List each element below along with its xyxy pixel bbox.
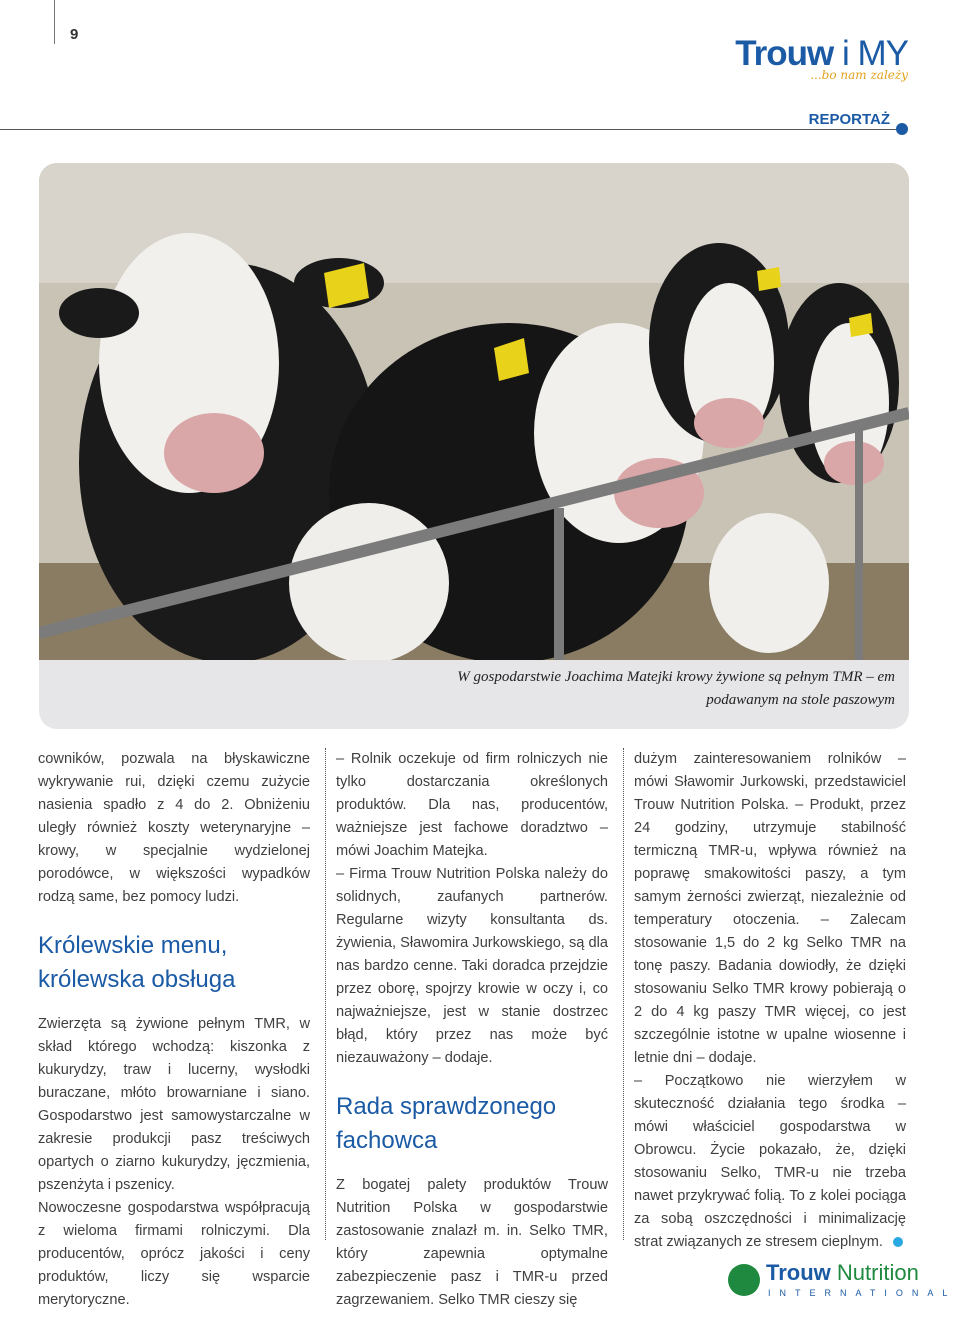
section-label: REPORTAŻ [808, 111, 890, 128]
article-column-2 [336, 748, 608, 1312]
heading1-line-1: Królewskie menu, [38, 932, 228, 959]
caption-line-2: podawanym na stole paszowym [706, 692, 895, 708]
footer-logo-word-2: Nutrition [836, 1260, 919, 1285]
cows-illustration [39, 163, 909, 660]
heading1-line-2: królewska obsługa [38, 966, 236, 993]
article-column-1 [38, 748, 310, 1312]
logo-tagline: ...bo nam zależy [810, 68, 908, 82]
article-column-3 [634, 748, 906, 1254]
col1-paragraph-1: cowników, pozwala na błyskawiczne wykrywanie rui, dzięki czemu zużycie nasienia spadło z 4 do 2. Obniżeniu uległy również koszty weterynaryjne – krowy, w specjalnie wydzielonej porodówce, w większości wypadków rodzą same, bez pomocy ludzi. [38, 751, 310, 905]
logo-brand: Trouw [735, 34, 842, 73]
end-of-article-dot [893, 1237, 903, 1247]
heading2-line-1: Rada sprawdzonego [336, 1093, 557, 1120]
col3-paragraph-1: dużym zainteresowaniem rolników – mówi Sławomir Jurkowski, przedstawiciel Trouw Nutrition Polska. – Produkt, przez 24 godziny, utrzymuje stabilność termiczną TMR-u, wpływa również na poprawę smakowitości paszy, a tym samym żerności zwierząt, niezależnie od temperatury otoczenia. – Zalecam stosowanie 1,5 do 2 kg Selko TMR na tonę paszy. Badania dowiodły, że dzięki stosowaniu Selko TMR krowy pobierają o 2 do 4 kg paszy TMR więcej, co jest szczególnie istotne w upalne wiosenne i letnie dni – dodaje. [634, 751, 906, 1066]
footer-logo-word-1: Trouw [766, 1260, 837, 1285]
heading-krolewskie-menu [38, 929, 310, 997]
page-number: 9 [70, 26, 79, 43]
heading-rada-sprawdzonego-fachowca [336, 1090, 608, 1158]
col2-paragraph-1: – Rolnik oczekuje od firm rolniczych nie tylko dostarczania określonych produktów. Dla nas, producentów, ważniejsze jest fachowe doradztwo – mówi Joachim Matejka. [336, 751, 608, 859]
col2-paragraph-3: Z bogatej palety produktów Trouw Nutrition Polska w gospodarstwie zastosowanie znalazł m. in. Selko TMR, który zapewnia optymalne zabezpieczenie pasz i TMR-u przed zagrzewaniem. Selko TMR cieszy się [336, 1177, 608, 1308]
globe-icon [728, 1264, 760, 1296]
col2-paragraph-2: – Firma Trouw Nutrition Polska należy do solidnych, zaufanych partnerów. Regularne wizyty konsultanta ds. żywienia, Sławomira Jurkowskiego, są dla nas bardzo cenne. Taki doradca przejdzie przez oborę, spojrzy krowie w oczy i, co najważniejsze, jest w stanie dostrzec błąd, który przez nas może być niezauważony – dodaje. [336, 866, 608, 1066]
col1-paragraph-3: Nowoczesne gospodarstwa współpracują z wieloma firmami rolniczymi. Dla producentów, oprócz jakości i ceny produktów, liczy się wsparcie merytoryczne. [38, 1200, 310, 1308]
column-separator-1 [325, 748, 326, 1240]
col1-paragraph-2: Zwierzęta są żywione pełnym TMR, w skład którego wchodzą: kiszonka z kukurydzy, traw i lucerny, wysłodki buraczane, młóto browarniane i siano. Gospodarstwo jest samowystarczalne w zakresie produkcji pasz treściwych opartych o ziarno kukurydzy, jęczmienia, pszenżyta i pszenicy. [38, 1016, 310, 1193]
heading2-line-2: fachowca [336, 1127, 438, 1154]
col3-paragraph-2 [634, 1070, 906, 1254]
column-separator-2 [623, 748, 624, 1240]
trouw-nutrition-logo [728, 1260, 957, 1308]
caption-line-1: W gospodarstwie Joachima Matejki krowy żywione są pełnym TMR – em [457, 669, 895, 685]
col3-paragraph-2-text: – Początkowo nie wierzyłem w skuteczność działania tego środka – mówi właściciel gospodarstwa w Obrowcu. Życie pokazało, że, dzięki stosowaniu Selko, TMR-u nie trzeba nawet przykrywać folią. To z kolei pociąga za sobą oszczędności i minimalizację strat związanych ze stresem cieplnym. [634, 1073, 906, 1250]
footer-logo-sub: INTERNATIONAL [768, 1288, 957, 1298]
header-rule [0, 129, 897, 130]
section-dot [896, 123, 908, 135]
page-number-divider [54, 0, 55, 44]
trouw-i-my-logo [735, 36, 908, 82]
photo-panel [39, 163, 909, 729]
logo-suffix: i MY [842, 34, 908, 73]
photo-caption [275, 666, 895, 712]
cows-photo [39, 163, 909, 660]
